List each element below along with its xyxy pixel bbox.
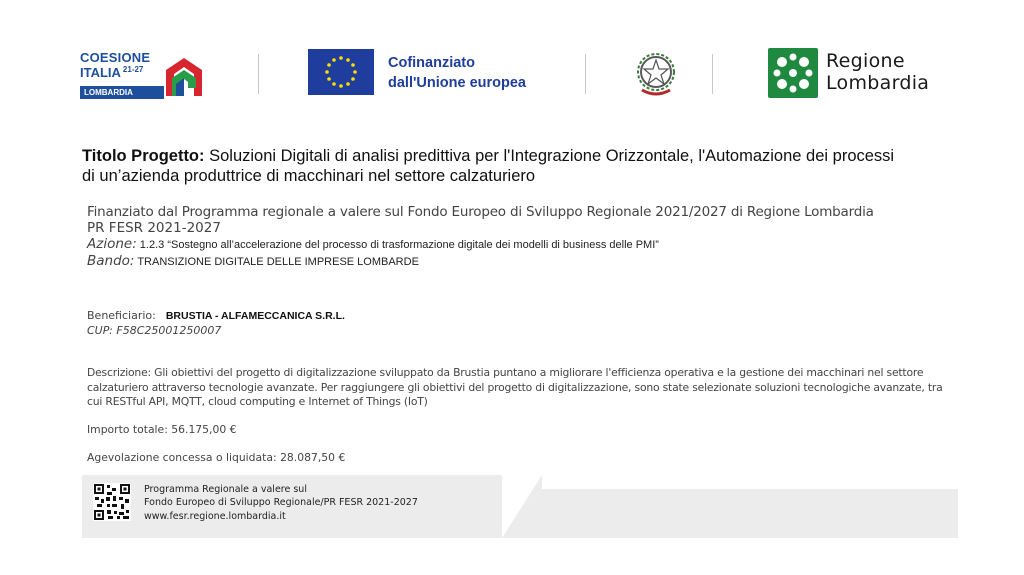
- coesione-line1: COESIONE: [80, 50, 151, 65]
- azione-label: Azione:: [87, 236, 137, 252]
- project-title-label: Titolo Progetto:: [82, 147, 205, 165]
- project-description: Descrizione: Gli obiettivi del progetto di digitalizzazione sviluppato da Brustia puntano a migliorare l'efficienza operativa e la gestione dei macchinari nel settore calzaturiero attraverso tecnologie avanzate. Per raggiungere gli obiettivi del progetto di digitalizzazione, sono state selezionate soluzioni tecnologiche avanzate, tra cui RESTful API, MQTT, cloud computing e Internet of Things (IoT): [87, 366, 943, 408]
- funding-line2: PR FESR 2021-2027: [87, 220, 221, 236]
- azione-text: 1.2.3 “Sostegno all’accelerazione del processo di trasformazione digitale dei modelli di business delle PMI”: [136, 239, 659, 251]
- beneficiary-label: Beneficiario:: [87, 309, 156, 322]
- granted-amount: Agevolazione concessa o liquidata: 28.087,50 €: [87, 451, 346, 464]
- logo-divider: [258, 54, 259, 94]
- footer-banner: [82, 475, 958, 538]
- lombardia-line2: Lombardia: [826, 72, 930, 94]
- bando-text: TRANSIZIONE DIGITALE DELLE IMPRESE LOMBARDE: [134, 256, 419, 268]
- footer-corner-shape: [542, 475, 958, 489]
- coesione-years: 21-27: [122, 65, 144, 74]
- funding-info: [87, 204, 947, 270]
- coesione-italia-logo: [80, 48, 220, 100]
- regione-lombardia-logo: [768, 48, 958, 100]
- funding-line1: Finanziato dal Programma regionale a valere sul Fondo Europeo di Sviluppo Regionale 2021/2027 di Regione Lombardia: [87, 204, 874, 220]
- project-title: [82, 146, 902, 186]
- total-amount: Importo totale: 56.175,00 €: [87, 423, 237, 436]
- eu-line1: Cofinanziato: [388, 55, 475, 71]
- bando-label: Bando:: [87, 253, 135, 269]
- bando-line: [87, 253, 947, 270]
- coesione-region-label: LOMBARDIA: [80, 86, 164, 99]
- beneficiary-name: BRUSTIA - ALFAMECCANICA S.R.L.: [165, 310, 345, 322]
- logo-divider: [585, 54, 586, 94]
- coesione-line2: ITALIA $^{21-27}$: [80, 65, 144, 80]
- beneficiary-info: [87, 309, 345, 337]
- footer-diagonal-shape: [502, 475, 542, 538]
- eu-line2: dall'Unione europea: [388, 75, 526, 91]
- eu-flag-icon: [308, 49, 374, 95]
- eu-stars-icon: [308, 49, 374, 95]
- logo-divider: [712, 54, 713, 94]
- lombardia-rose-icon: [768, 48, 818, 98]
- lombardia-line1: Regione: [826, 50, 905, 72]
- eu-cofinanced-logo: [308, 49, 548, 97]
- cup-code: CUP: F58C25001250007: [87, 324, 222, 337]
- italian-republic-emblem-icon: [634, 50, 678, 98]
- footer-line1: Programma Regionale a valere sul: [144, 484, 307, 495]
- footer-link[interactable]: www.fesr.regione.lombardia.it: [144, 511, 286, 522]
- beneficiary-row: [87, 309, 345, 322]
- logo-bar: [0, 40, 1024, 104]
- azione-line: [87, 236, 947, 253]
- footer-line2: Fondo Europeo di Sviluppo Regionale/PR FESR 2021-2027: [144, 497, 418, 508]
- coesione-arrow-icon: [162, 54, 208, 100]
- qr-code-icon: [93, 483, 131, 521]
- project-title-text: Soluzioni Digitali di analisi predittiva per l'Integrazione Orizzontale, l'Automazione dei processi di un’azienda produttrice di macchinari nel settore calzaturiero: [82, 147, 895, 185]
